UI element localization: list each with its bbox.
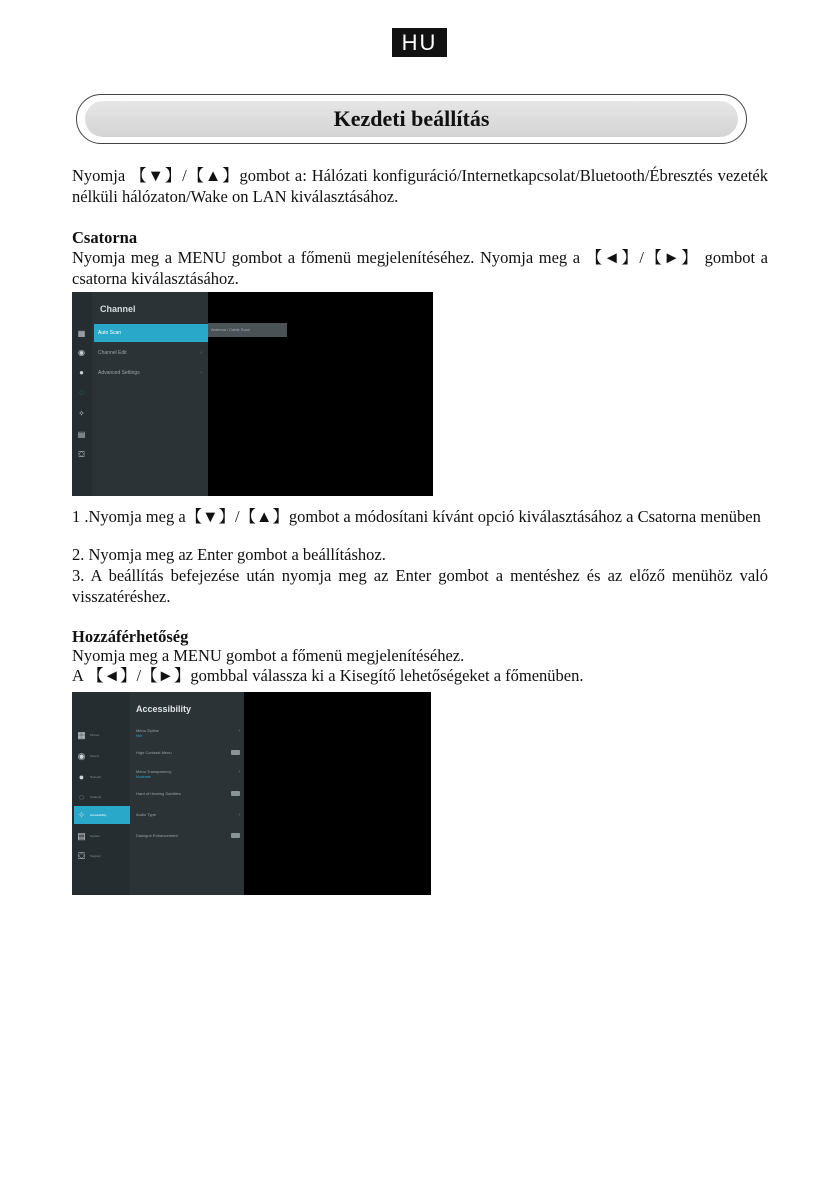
option-label: Menu Transparency [136, 769, 172, 774]
accessibility-icon: ✧ [78, 409, 85, 418]
category-channel[interactable] [74, 788, 130, 806]
accessibility-heading: Hozzáférhetőség [72, 627, 189, 646]
chevron-right-icon: › [238, 728, 240, 734]
category-label: Network [90, 775, 102, 779]
option-audio-type[interactable] [136, 812, 240, 817]
category-support[interactable] [74, 847, 130, 865]
option-label: Hard of Hearing Subtitles [136, 791, 181, 796]
menu-item-label: Auto Scan [98, 330, 122, 336]
support-icon: ⛋ [78, 450, 85, 459]
menu-item-label: Advanced Settings [98, 370, 140, 376]
option-hard-of-hearing-subtitles[interactable] [136, 791, 240, 796]
language-badge: HU [392, 28, 447, 57]
channel-icon: ◌ [79, 388, 84, 397]
system-icon: ▤ [77, 430, 86, 439]
option-value: Moderate [136, 775, 151, 779]
chevron-right-icon: › [200, 350, 202, 356]
channel-menu-screenshot [72, 292, 433, 496]
menu-title: Accessibility [136, 704, 192, 714]
menu-title: Channel [100, 304, 136, 314]
network-icon: ● [79, 368, 84, 377]
category-label: Picture [90, 733, 100, 737]
step-3: 3. A beállítás befejezése után nyomja meg az Enter gombot a mentéshez és az előző menühöz való visszatéréshez. [72, 566, 768, 606]
sound-icon: ◉ [78, 348, 85, 357]
system-icon: ▤ [77, 831, 86, 841]
title-banner [76, 94, 747, 144]
channel-paragraph: Nyomja meg a MENU gombot a főmenü megjelenítéséhez. Nyomja meg a 【◄】/【►】 gombot a csatorna kiválasztásához. [72, 248, 768, 288]
category-label: Channel [90, 795, 102, 799]
option-label: Menu Zipline [136, 728, 159, 733]
sound-icon: ◉ [77, 751, 86, 761]
toggle-switch[interactable] [231, 791, 240, 796]
accessibility-icon: ✧ [77, 810, 86, 820]
menu-item-advanced-settings[interactable] [94, 364, 208, 382]
picture-icon: ▦ [77, 730, 86, 740]
category-label: Sound [90, 754, 99, 758]
chevron-right-icon: › [238, 812, 240, 818]
menu-item-label: Channel Edit [98, 350, 127, 356]
chevron-right-icon: › [238, 769, 240, 775]
step-2: 2. Nyomja meg az Enter gombot a beállításhoz. [72, 545, 386, 564]
support-icon: ⛋ [78, 851, 85, 861]
menu-item-auto-scan[interactable] [94, 324, 208, 342]
option-label: Audio Type [136, 812, 156, 817]
category-network[interactable] [74, 768, 130, 786]
option-label: Dialogue Enhancement [136, 833, 178, 838]
submenu-option[interactable]: Antenna / Cable Scan [208, 323, 287, 337]
channel-icon: ◌ [78, 792, 85, 802]
picture-icon: ▦ [77, 329, 86, 338]
accessibility-paragraph-2: A 【◄】/【►】gombbal válassza ki a Kisegítő lehetőségeket a főmenüben. [72, 666, 584, 685]
page-title: Kezdeti beállítás [333, 106, 490, 131]
toggle-switch[interactable] [231, 750, 240, 755]
option-high-contrast-menu[interactable] [136, 750, 240, 755]
channel-heading: Csatorna [72, 228, 138, 247]
accessibility-menu-screenshot [72, 692, 431, 895]
step-1: 1 .Nyomja meg a【▼】/【▲】gombot a módosítani kívánt opció kiválasztásához a Csatorna menüben [72, 507, 761, 526]
category-label: Support [90, 854, 101, 858]
category-label: Accessibility [90, 813, 107, 817]
toggle-switch[interactable] [231, 833, 240, 838]
option-value: Hint [136, 734, 143, 738]
category-sound[interactable] [74, 747, 130, 765]
option-menu-transparency[interactable] [136, 769, 240, 779]
category-system[interactable] [74, 827, 130, 845]
category-picture[interactable] [74, 726, 130, 744]
menu-item-channel-edit[interactable] [94, 344, 208, 362]
option-label: High Contrast Menu [136, 750, 172, 755]
category-label: System [90, 834, 101, 838]
intro-paragraph: Nyomja 【▼】/【▲】gombot a: Hálózati konfiguráció/Internetkapcsolat/Bluetooth/Ébresztés vezeték nélküli hálózaton/Wake on LAN kiválasztásához. [72, 166, 768, 206]
title-pill [85, 101, 738, 137]
category-accessibility[interactable] [74, 806, 130, 824]
network-icon: ● [78, 772, 85, 782]
option-menu-zipline[interactable] [136, 728, 240, 738]
option-dialogue-enhancement[interactable] [136, 833, 240, 838]
menu-sidebar [72, 292, 208, 496]
accessibility-paragraph-1: Nyomja meg a MENU gombot a főmenü megjelenítéséhez. [72, 646, 465, 665]
chevron-right-icon: › [200, 370, 202, 376]
